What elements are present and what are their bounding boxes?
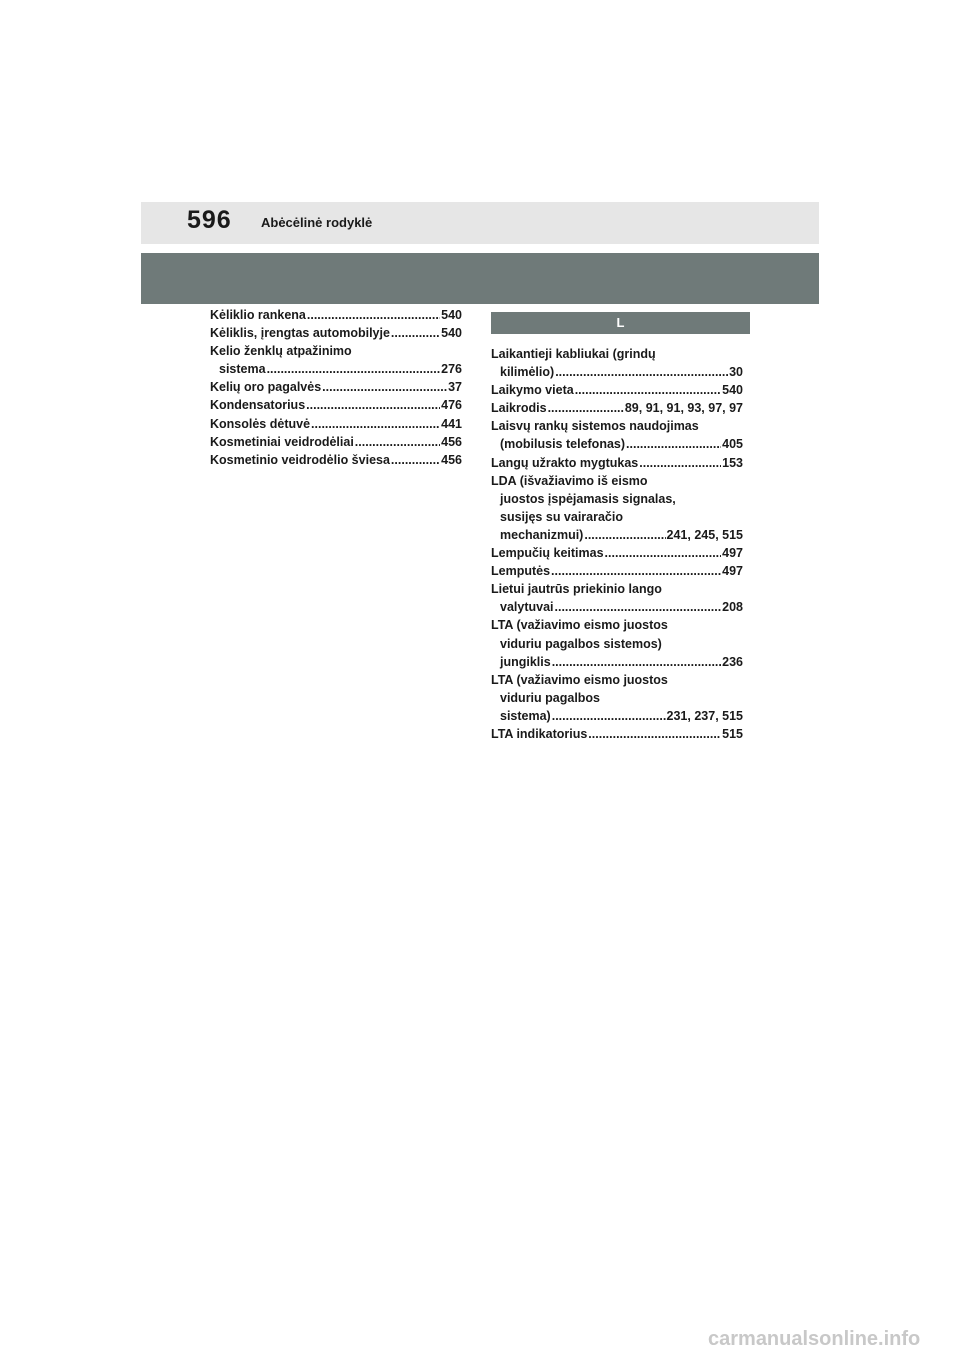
page-reference[interactable]: 441 xyxy=(441,416,462,431)
index-entry-line xyxy=(491,399,743,417)
index-entry-text: susijęs su vairaračio xyxy=(500,509,623,524)
index-entry-line xyxy=(491,508,743,526)
dot-leader xyxy=(639,454,721,472)
index-entry-line xyxy=(491,381,743,399)
index-entry-text: Laisvų rankų sistemos naudojimas xyxy=(491,419,699,434)
index-entry-text: Kelio ženklų atpažinimo xyxy=(210,344,352,359)
index-entry-text: Kėliklis, įrengtas automobilyje xyxy=(210,326,390,341)
dot-leader xyxy=(555,598,722,616)
page-number: 596 xyxy=(187,206,232,234)
page-reference[interactable]: 208 xyxy=(722,600,743,615)
dot-leader xyxy=(552,653,721,671)
watermark: carmanualsonline.info xyxy=(708,1328,921,1350)
index-entry-text: sistema xyxy=(219,362,266,377)
index-entry-text: Konsolės dėtuvė xyxy=(210,416,311,431)
page-reference[interactable]: 456 xyxy=(441,452,462,467)
dot-leader xyxy=(311,415,440,433)
index-entry-text: Lemputės xyxy=(491,564,551,579)
dot-leader xyxy=(552,707,666,725)
dot-leader xyxy=(575,381,721,399)
index-entry xyxy=(210,324,462,342)
index-entry xyxy=(491,671,743,725)
index-entry xyxy=(491,399,743,417)
index-entry-line xyxy=(491,544,743,562)
index-entry xyxy=(210,396,462,414)
index-entry-line xyxy=(210,342,462,360)
page-reference[interactable]: 37 xyxy=(448,380,462,395)
index-entry-line xyxy=(491,689,743,707)
page-header xyxy=(141,202,819,244)
index-entry-line xyxy=(491,653,743,671)
index-entry xyxy=(491,472,743,544)
page-reference[interactable]: 276 xyxy=(441,362,462,377)
index-entry-text: mechanizmui) xyxy=(500,527,584,542)
index-entry xyxy=(210,306,462,324)
index-entry-text: Laikymo vieta xyxy=(491,383,574,398)
page-reference[interactable]: 540 xyxy=(722,383,743,398)
index-entry-line xyxy=(491,345,743,363)
index-entry-line xyxy=(491,454,743,472)
dot-leader xyxy=(548,399,624,417)
index-entry-text: Kėliklio rankena xyxy=(210,308,306,322)
index-entry-text: jungiklis xyxy=(500,654,551,669)
index-entry-line xyxy=(210,360,462,378)
page-reference[interactable]: 236 xyxy=(722,654,743,669)
index-entry-text: Laikantieji kabliukai (grindų xyxy=(491,347,656,361)
page-reference[interactable]: 30 xyxy=(729,365,743,380)
index-entry-line xyxy=(491,616,743,634)
index-entry-line xyxy=(491,363,743,381)
index-entry-text: LTA indikatorius xyxy=(491,726,588,741)
page-reference[interactable]: 540 xyxy=(441,326,462,341)
index-entry-line xyxy=(491,725,743,743)
index-entry-text: Kosmetinio veidrodėlio šviesa xyxy=(210,452,390,467)
index-entry-line xyxy=(491,635,743,653)
page-reference[interactable]: 456 xyxy=(441,434,462,449)
page-reference[interactable]: 540 xyxy=(441,308,462,322)
index-entry-line xyxy=(491,526,743,544)
index-entry-text: kilimėlio) xyxy=(500,365,555,380)
index-entry-text: Kondensatorius xyxy=(210,398,306,413)
index-entry xyxy=(210,451,462,469)
index-entry xyxy=(210,433,462,451)
index-entry-line xyxy=(491,472,743,490)
page-reference[interactable]: 476 xyxy=(441,398,462,413)
letter-heading: L xyxy=(491,312,750,334)
index-entry-text: Lempučių keitimas xyxy=(491,546,604,561)
index-entry-text: sistema) xyxy=(500,708,551,723)
index-entry-line xyxy=(491,580,743,598)
dot-leader xyxy=(551,562,721,580)
index-entry-line xyxy=(491,598,743,616)
index-entry-text: valytuvai xyxy=(500,600,554,615)
index-entry-text: viduriu pagalbos xyxy=(500,690,601,705)
index-entry xyxy=(491,562,743,580)
page-reference[interactable]: 497 xyxy=(722,546,743,561)
index-entry-line xyxy=(491,671,743,689)
index-entry-text: (mobilusis telefonas) xyxy=(500,437,626,452)
index-entry-text: LTA (važiavimo eismo juostos xyxy=(491,672,668,687)
index-entry-line xyxy=(210,324,462,342)
index-entry-line xyxy=(491,707,743,725)
index-entry-text: LTA (važiavimo eismo juostos xyxy=(491,618,668,633)
index-column-left xyxy=(210,306,462,469)
section-title: Abėcėlinė rodyklė xyxy=(261,215,373,230)
index-entry-line xyxy=(210,396,462,414)
index-entry-text: Lietui jautrūs priekinio lango xyxy=(491,582,662,597)
index-entry xyxy=(491,544,743,562)
page-reference[interactable]: 89, 91, 91, 93, 97, 97 xyxy=(624,401,743,416)
dot-leader xyxy=(588,725,721,743)
index-entry-line xyxy=(491,490,743,508)
index-entry-text: Kosmetiniai veidrodėliai xyxy=(210,434,354,449)
dot-leader xyxy=(322,378,447,396)
index-entry-text: juostos įspėjamasis signalas, xyxy=(500,491,676,506)
page-reference[interactable]: 497 xyxy=(722,564,743,579)
index-entry-line xyxy=(210,306,462,324)
index-entry-line xyxy=(210,433,462,451)
index-entry-line xyxy=(210,378,462,396)
dot-leader xyxy=(555,363,728,381)
index-entry-text: viduriu pagalbos sistemos) xyxy=(500,636,662,651)
page-reference[interactable]: 241, 245, 515 xyxy=(666,527,743,542)
dot-leader xyxy=(307,306,440,324)
index-entry xyxy=(210,378,462,396)
dot-leader xyxy=(605,544,722,562)
index-entry-text: Langų užrakto mygtukas xyxy=(491,455,639,470)
index-entry-line xyxy=(210,451,462,469)
dot-leader xyxy=(391,324,440,342)
section-tab-band xyxy=(141,253,819,304)
index-entry xyxy=(210,342,462,378)
page-reference[interactable]: 231, 237, 515 xyxy=(666,708,743,723)
index-entry-text: LDA (išvažiavimo iš eismo xyxy=(491,473,648,488)
index-entry-line xyxy=(491,435,743,453)
dot-leader xyxy=(584,526,665,544)
index-column-right xyxy=(491,312,743,743)
dot-leader xyxy=(306,396,440,414)
index-entry xyxy=(491,454,743,472)
dot-leader xyxy=(626,435,721,453)
page-reference[interactable]: 405 xyxy=(722,437,743,452)
page-reference[interactable]: 153 xyxy=(722,455,743,470)
dot-leader xyxy=(355,433,440,451)
dot-leader xyxy=(391,451,440,469)
index-entry-text: Kelių oro pagalvės xyxy=(210,380,322,395)
index-entry-line xyxy=(210,415,462,433)
page-reference[interactable]: 515 xyxy=(722,726,743,741)
index-entry-line xyxy=(491,562,743,580)
index-entry xyxy=(210,415,462,433)
index-entry xyxy=(491,417,743,453)
index-entry xyxy=(491,580,743,616)
dot-leader xyxy=(267,360,441,378)
index-entry-text: Laikrodis xyxy=(491,401,547,416)
index-entry xyxy=(491,616,743,670)
index-entry xyxy=(491,725,743,743)
index-entry xyxy=(491,381,743,399)
index-entry xyxy=(491,345,743,381)
index-entry-line xyxy=(491,417,743,435)
